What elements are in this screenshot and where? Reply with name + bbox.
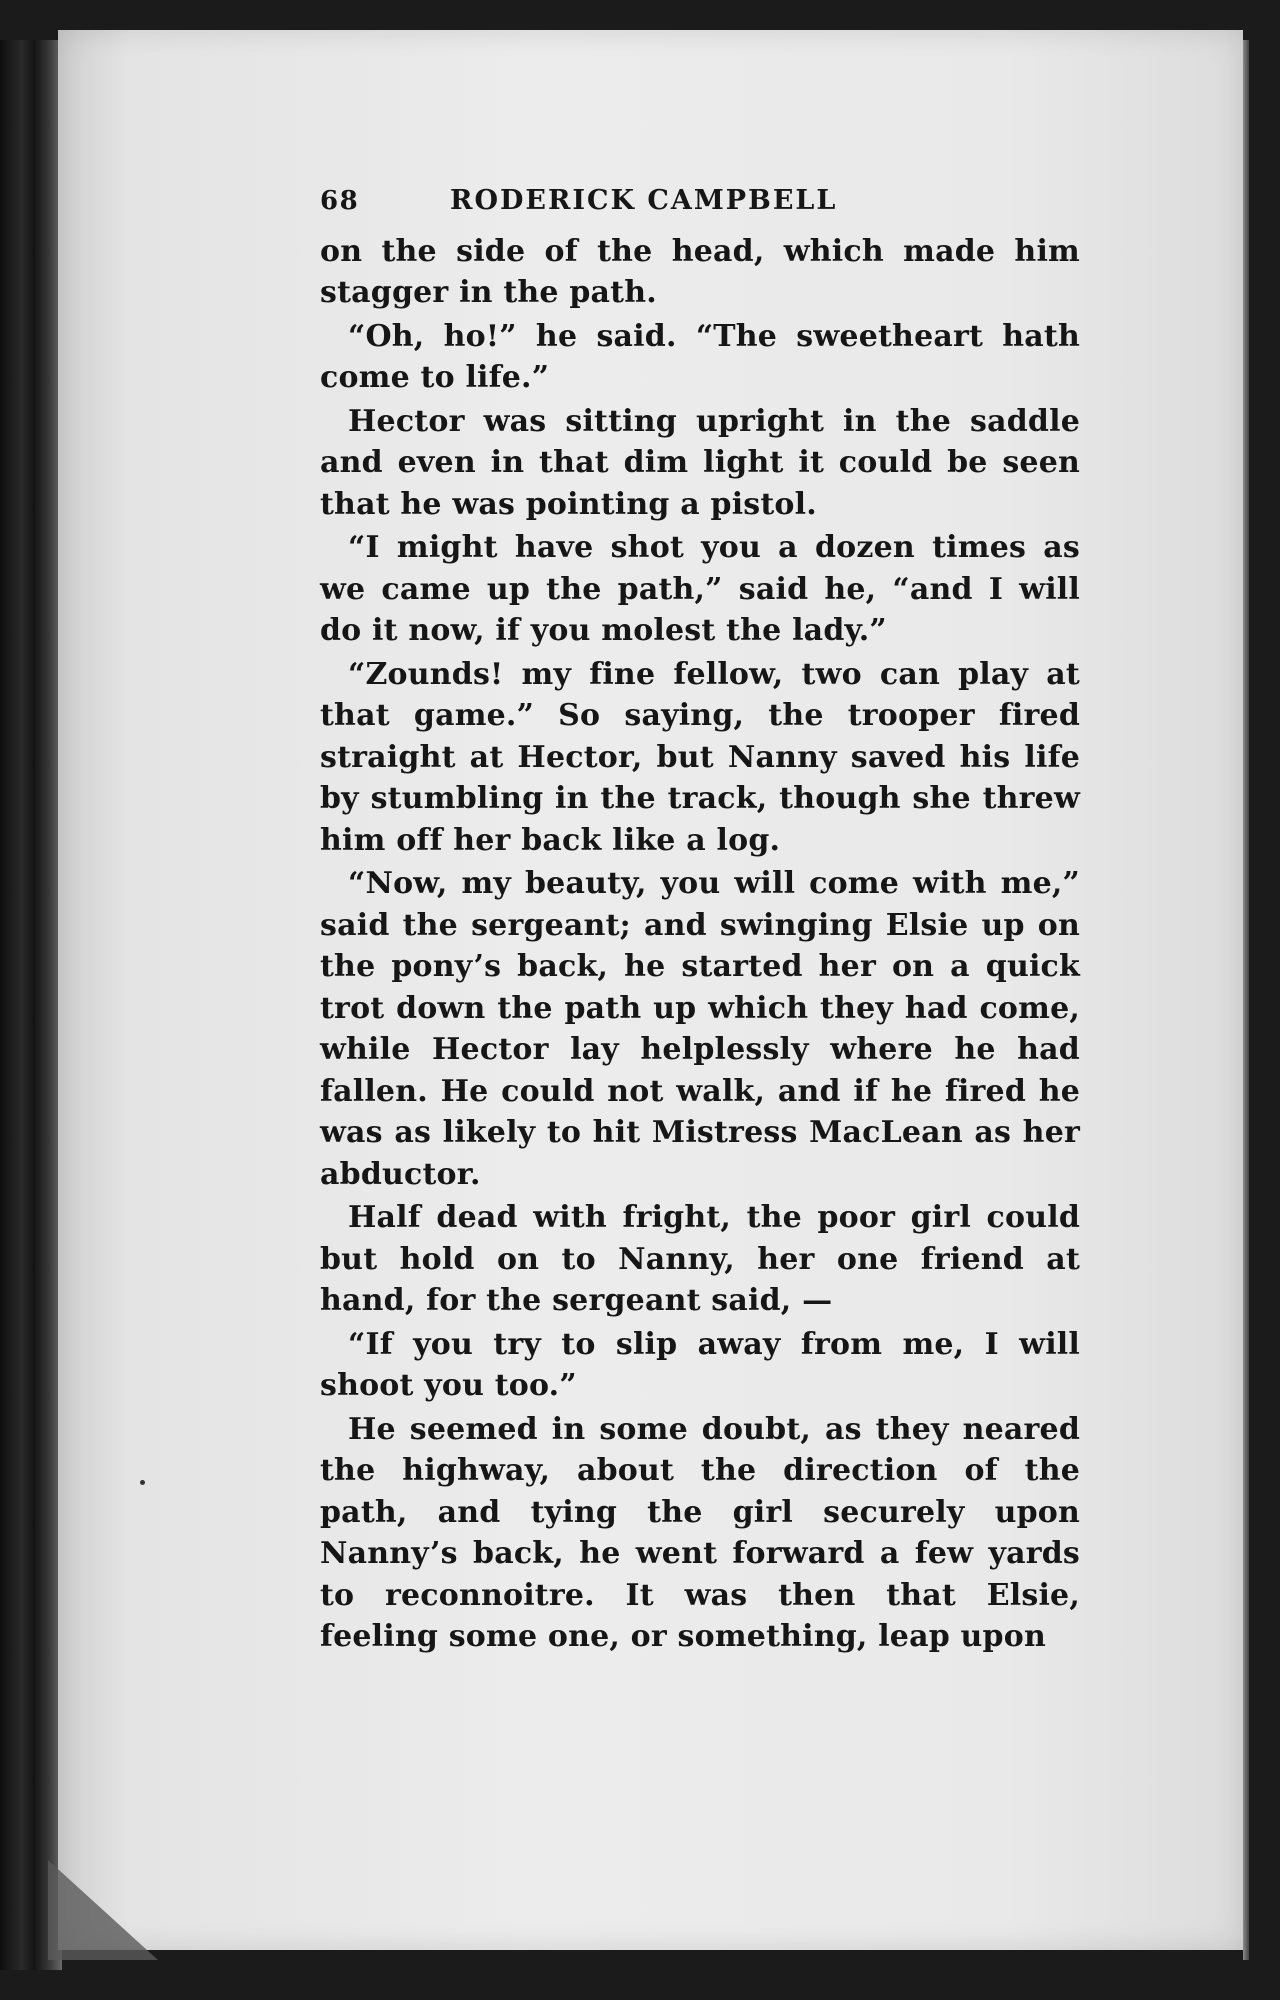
running-title: RODERICK CAMPBELL — [450, 185, 838, 216]
ink-speck — [140, 1480, 145, 1485]
paragraph: on the side of the head, which made him stagger in the path. — [320, 233, 1080, 310]
running-head — [320, 180, 1080, 223]
paragraph: “Zounds! my fine fellow, two can play at that game.” So saying, the trooper fired straight at Hector, but Nanny saved his life by stumbling in the track, though she threw him off her back like a log. — [320, 656, 1080, 858]
page-edge — [1243, 40, 1249, 1960]
book-binding — [0, 40, 62, 1970]
paragraph: “Now, my beauty, you will come with me,” said the sergeant; and swinging Elsie up on the pony’s back, he started her on a quick trot down the path up which they had come, while Hector lay helplessly where he had fallen. He could not walk, and if he fired he was as likely to hit Mistress MacLean as her abductor. — [320, 866, 1080, 1192]
paragraph: “I might have shot you a dozen times as we came up the path,” said he, “and I will do it now, if you molest the lady.” — [320, 530, 1080, 648]
page-content — [320, 180, 1080, 1660]
paragraph: He seemed in some doubt, as they neared the highway, about the direction of the path, and tying the girl securely upon Nanny’s back, he went forward a few yards to reconnoitre. It was then that Elsie, feeling some one, or something, leap upon — [320, 1411, 1080, 1654]
folded-corner — [48, 1860, 158, 1960]
paragraph: “Oh, ho!” he said. “The sweetheart hath come to life.” — [320, 318, 1080, 395]
paragraph: Half dead with fright, the poor girl could but hold on to Nanny, her one friend at hand, for the sergeant said, — — [320, 1200, 1080, 1318]
paragraph: “If you try to slip away from me, I will shoot you too.” — [320, 1326, 1080, 1403]
paragraph: Hector was sitting upright in the saddle and even in that dim light it could be seen that he was pointing a pistol. — [320, 403, 1080, 522]
page-number: 68 — [320, 186, 360, 216]
